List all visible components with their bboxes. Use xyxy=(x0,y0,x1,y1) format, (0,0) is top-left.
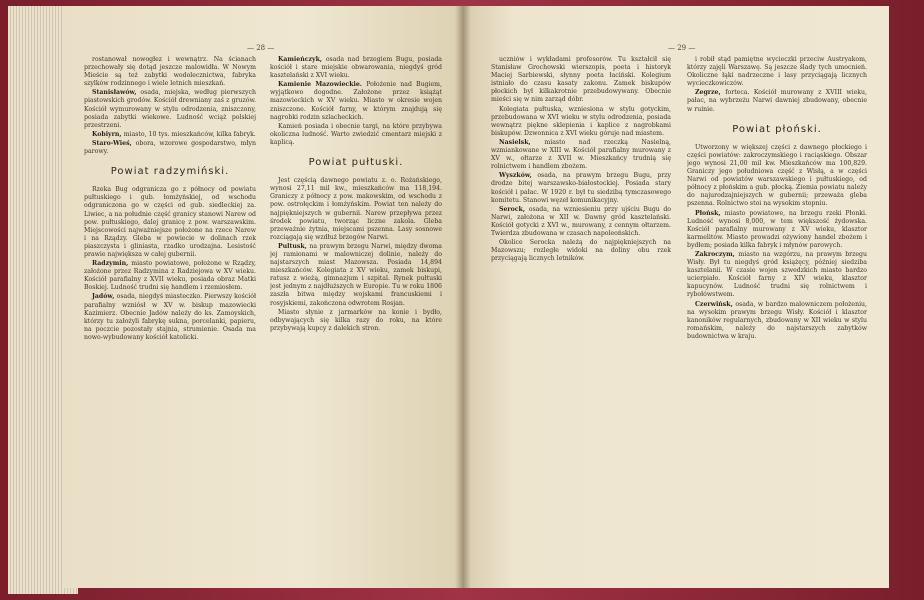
entry-text: Jest częścią dawnego powiatu z. o. Rożańskiego, wynosi 27,11 mil kw., mieszkańców ma 118,194. Graniczy z północy z pow. makowskim, od wschodu z pow. ostrołęckim i łomżyńskim. Powiat ten należy do najpiękniejszych w gubernii. Narew przepływa przez środek powiatu, tworząc liczne zakola. Gleba przeważnie żytnia, miejscami pszenna. Lasy sosnowe rozciągają się wzdłuż brzegów Narwi. xyxy=(270,177,442,241)
left-page xyxy=(62,6,463,588)
right-col2-top xyxy=(687,56,867,114)
entry-text: Okolice Serocka należą do najpiękniejszych na Mazowszu; rozległe widoki na doliny obu rzek przyciągają licznych letników. xyxy=(491,239,671,263)
left-col1-bottom xyxy=(84,186,256,342)
entry-text: miasto powiatowe, na brzegu rzeki Płonki. Ludność wynosi 8,000, w tem większość żydowska. Kościół parafialny murowany z XV wieku, klasztor karmelitów. Miasto prowadzi ożywiony handel zbożem i bydłem; posiada kilka fabryk i młynów parowych. xyxy=(687,209,867,249)
section-heading-plonski: Powiat płoński. xyxy=(732,123,822,135)
left-col1-top xyxy=(84,56,256,156)
entry-text: miasto na wzgórzu, na prawym brzegu Wisły. Był tu niegdyś gród książęcy, później siedziba kasztelanii. W czasie wojen szwedzkich miasto bardzo ucierpiało. Kościół farny z XIV wieku, klasztor kapucynów. Ludność trudni się rolnictwem i rybołówstwem. xyxy=(687,250,867,299)
paragraph xyxy=(270,56,442,80)
entry-text: Rzeka Bug odgranicza go z północy od powiatu pułtuskiego i gub. łomżyńskiej, od wschodu odgraniczona go w części od gub. siedleckiej za. Liwiec, a na południe część granicy stanowi Narew od pow. pułtuskiego, dalej granicę z pow. warszawskim. Miejscowości najważniejsze położone na rzece Narew i na Rządzy. Gleba w powiecie w dolinach rzek piaszczysta i gliniasta, rzadko urodzajna. Lesistość prawie największa w całej gubernii. xyxy=(84,186,256,258)
entry-text: miasto nad rzeczką Nasielną, wzmiankowane w XIII w. Kościół parafialny murowany z XV w., ołtarze z XVII w. Mieszkańcy trudnią się rolnictwem i handlem zbożem. xyxy=(491,138,671,171)
paragraph xyxy=(270,123,442,147)
entry-text: osada, na prawym brzegu Bugu, przy drodze bitej warszawsko-białostockiej. Posiada stary kościół i pałac. W 1920 r. był tu siedzibą tymczasowego komitetu. Stanowi węzeł komunikacyjny. xyxy=(491,172,671,204)
paragraph xyxy=(270,81,442,121)
entry-text: uczniów i wykładami profesorów. Tu kształcił się Stanisław Grochowski wierszopis, poeta i historyk Maciej Sarbiewski, słynny poeta łaciński. Kolegium istniało do czasu kasaty zakonu. Zamek biskupów płockich był kilkakrotnie przebudowywany. Obecnie mieści się w nim zarząd dóbr. xyxy=(491,56,671,104)
entry-text: miasto, 10 tys. mieszkańców, kilka fabryk. xyxy=(123,130,256,138)
right-page xyxy=(463,6,889,588)
entry-lead: Staro-Wieś, xyxy=(92,139,136,147)
left-folio: — 28 — xyxy=(247,44,275,52)
entry-lead: Serock, xyxy=(499,205,529,213)
paragraph xyxy=(687,89,867,113)
paragraph xyxy=(491,56,671,105)
paragraph xyxy=(491,172,671,204)
paragraph xyxy=(687,251,867,300)
paragraph xyxy=(270,243,442,308)
entry-lead: Kamieńczyk, xyxy=(278,56,326,63)
entry-text: obora, wzorowe gospodarstwo, młyn parowy. xyxy=(84,139,256,156)
paragraph xyxy=(687,301,867,341)
entry-lead: Jadów, xyxy=(92,293,117,301)
paragraph xyxy=(84,140,256,156)
right-col2-bottom xyxy=(687,144,867,341)
paragraph xyxy=(491,206,671,238)
entry-lead: Kobiyrn, xyxy=(92,130,124,138)
entry-lead: Czerwińsk, xyxy=(695,300,736,308)
entry-lead: Zegrze, xyxy=(695,89,726,97)
paragraph xyxy=(687,144,867,209)
entry-text: Kamień posiada i obecnie targi, na które przybywa okoliczna ludność. Warto zwiedzić cmentarz miejski z kaplicą. xyxy=(270,122,442,146)
paragraph xyxy=(491,106,671,138)
entry-lead: Kamienie Mazowieckie. xyxy=(278,81,367,89)
paragraph xyxy=(491,239,671,263)
paragraph xyxy=(687,56,867,88)
entry-text: i robił stąd pamiętne wycieczki przeciw Austryakom, którzy zajęli Warszawę. Są jeszcze ślady tych umocnień. Okoliczne łąki nadrzeczne i lasy przyciągają licznych wycieczkowiczów. xyxy=(687,56,867,88)
paragraph xyxy=(84,89,256,129)
entry-lead: Płońsk, xyxy=(695,209,725,217)
paragraph xyxy=(84,131,256,139)
entry-text: osada nad brzegiem Bugu, posiada kościół i stare miejskie obwarowania, niegdyś gród kasztelański z XVI wieku. xyxy=(270,56,442,80)
entry-text: osada, na wzniesieniu przy ujściu Bugu do Narwi, założona w XII w. Dawny gród kasztelański. Kościół gotycki z XVI w., murowany, z cennym ołtarzem. Twierdza zbudowana w czasach napoleońskich. xyxy=(491,205,671,237)
section-heading-radzyminski: Powiat radzymiński. xyxy=(110,166,230,178)
entry-text: rostanował nowogłez i wewnątrz. Na ścianach przechowały się dotąd jeszcze malowidła. W Nowym Mieście są też zabytki wodolecznictwa, fabryka szylków rodzinnego i wiele letnich mieszkań. xyxy=(84,56,256,88)
entry-lead: Zakroczym, xyxy=(695,250,739,258)
left-column-2 xyxy=(270,56,442,334)
paragraph xyxy=(84,56,256,88)
paragraph xyxy=(84,186,256,259)
entry-text: na prawym brzegu Narwi, między dwoma jej ramionami w malowniczej dolinie, należy do najstarszych miast Mazowsza. Posiada 14,894 mieszkańców. Kolegiata z XV wieku, zamek biskupi, ratusz z wieżą, gimnazjum i szpital. Rynek pułtuski jest jednym z najdłuższych w Europie. Tu w roku 1806 zaszła bitwa między wojskami francuskiemi i rosyjskiemi, zakończona odwrotem Rosjan. xyxy=(270,242,442,307)
entry-text: Położenie nad Bugiem, wyjątkowo dogodne. Założone przez książąt mazowieckich w XV wieku. Miasto w okresie wojen zniszczone. Kościół farny, w którym znajdują się nagrobki rodzin szlacheckich. xyxy=(270,81,442,121)
entry-lead: Radzymin, xyxy=(92,260,132,268)
paragraph xyxy=(84,260,256,292)
left-col2-bottom xyxy=(270,177,442,333)
entry-text: Kolegiata pułtuska, wzniesiona w stylu gotyckim, przebudowana w XVI wieku w stylu odrodzenia, posiada wewnątrz piękne sklepienia i kaplice z nagrobkami biskupów. Dzwonnica z XVI wieku góruje nad miastem. xyxy=(491,105,671,137)
entry-lead: Wyszków, xyxy=(499,172,538,180)
book-gutter xyxy=(455,6,471,588)
entry-text: forteca. Kościół murowany z XVIII wieku, pałac, na wybrzeżu Narwi dawniej zbudowany, obecnie w ruinie. xyxy=(687,89,867,113)
paragraph xyxy=(270,177,442,242)
entry-lead: Stanisławów, xyxy=(92,89,141,97)
right-column-1 xyxy=(491,56,671,264)
left-column-1 xyxy=(84,56,256,343)
entry-text: osada, miejska, według pierwszych piastowskich grodów. Kościół drewniany zaś z gruzów. Kościół wymurowany w stylu odrodzenia, zniszczony, posiada zabytki wiekowe. Ludność wciąż polskiej przestrzeni. xyxy=(84,89,256,129)
left-col2-top xyxy=(270,56,442,147)
entry-text: osada, w bardzo malowniczem położeniu, na wysokim prawym brzegu Wisły. Kościół i klasztor kanoników regularnych, zbudowany w XII wieku w stylu romańskim, należy do najstarszych zabytków budownictwa w kraju. xyxy=(687,300,867,340)
section-heading-pultuski: Powiat pułtuski. xyxy=(308,157,404,169)
right-folio: — 29 — xyxy=(668,44,696,52)
entry-lead: Pultusk, xyxy=(278,242,310,250)
paragraph xyxy=(270,309,442,333)
entry-text: osada, niegdyś miasteczko. Pierwszy kościół parafialny wzniósł w XV w. biskup mazowiecki Kazimierz. Obecnie Jadów należy do ks. Zamoyskich, którzy tu założyli fabrykę sukna, porcelanki, papieru, na poczcie pozostały stajnia, strumienie. Osada ma nowo-wybudowany kościół katolicki. xyxy=(84,293,256,341)
right-column-2 xyxy=(687,56,867,342)
entry-text: Utworzony w większej części z dawnego płockiego i części powiatów: zakroczymskiego i raciąskiego. Obszar jego wynosi 21,00 mil kw. Mieszkańców ma 100,829. Graniczy jego południowa część z Wisłą, a w części Narwi od powiatów warszawskiego i pułtuskiego, od północy z płońskim a gub. płocką. Ziemia powiatu należy do najurodzajniejszych w gubernii; przeważa gleba pszenna. Rolnictwo stoi na wysokim stopniu. xyxy=(687,143,867,208)
right-col1-top xyxy=(491,56,671,263)
entry-text: Miasto słynie z jarmarków na konie i bydło, odbywających się kilka razy do roku, na które przybywają kupcy z dalekich stron. xyxy=(270,308,442,332)
entry-lead: Nasielsk, xyxy=(499,138,545,146)
entry-text: miasto powiatowe, położone w Rządzy, założone przez Radzymina z Radziejowa w XV wieku. Kościół parafialny z XVII wieku, posiada obraz Matki Boskiej. Ludność trudni się handlem i rzemiosłem. xyxy=(84,260,256,292)
paragraph xyxy=(687,210,867,250)
paragraph xyxy=(84,293,256,342)
paragraph xyxy=(491,139,671,171)
